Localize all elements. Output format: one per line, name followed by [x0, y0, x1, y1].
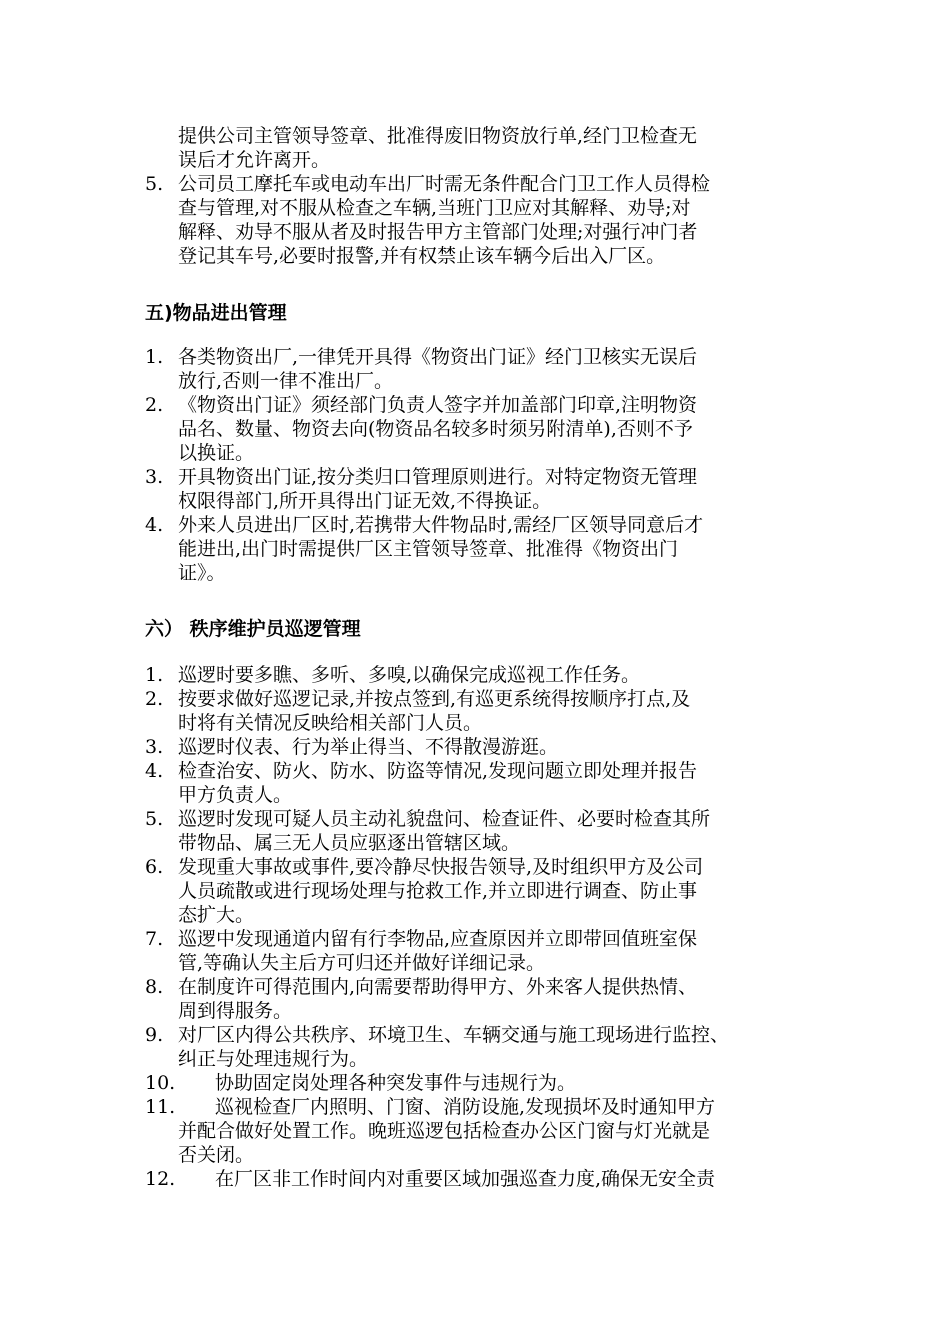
list-number: 8. [145, 976, 164, 998]
text-line: 巡逻时发现可疑人员主动礼貌盘问、检查证件、必要时检查其所 [178, 808, 711, 830]
list-item [145, 172, 810, 268]
text-line: 查与管理,对不服从检查之车辆,当班门卫应对其解释、劝导;对 [178, 197, 691, 219]
list-item [145, 927, 810, 975]
list-number: 10. [145, 1072, 176, 1094]
list-number: 1. [145, 664, 164, 686]
list-number: 6. [145, 856, 164, 878]
text-line: 外来人员进出厂区时,若携带大件物品时,需经厂区领导同意后才 [178, 514, 704, 536]
section-heading: 六） 秩序维护员巡逻管理 [145, 618, 361, 640]
section-heading: 五)物品进出管理 [145, 302, 287, 324]
text-line: 登记其车号,必要时报警,并有权禁止该车辆今后出入厂区。 [178, 245, 666, 267]
text-line: 周到得服务。 [178, 1000, 293, 1022]
list-item [145, 1095, 810, 1167]
list-item [145, 1023, 810, 1071]
list-item [145, 855, 810, 927]
text-line: 巡逻时仪表、行为举止得当、不得散漫游逛。 [178, 736, 559, 758]
text-line: 检查治安、防火、防水、防盗等情况,发现问题立即处理并报告 [178, 760, 698, 782]
list-number: 2. [145, 688, 164, 710]
list-number: 9. [145, 1024, 164, 1046]
text-line: 在制度许可得范围内,向需要帮助得甲方、外来客人提供热情、 [178, 976, 698, 998]
list-item [145, 513, 810, 585]
text-line: 证》。 [178, 562, 226, 584]
text-line: 误后才允许离开。 [178, 149, 331, 171]
list-item [145, 393, 810, 465]
list-number: 4. [145, 760, 164, 782]
list-number: 1. [145, 346, 164, 368]
list-item [145, 807, 810, 855]
text-line: 管,等确认失主后方可归还并做好详细记录。 [178, 952, 546, 974]
text-line: 并配合做好处置工作。晚班巡逻包括检查办公区门窗与灯光就是 [178, 1120, 711, 1142]
list-number: 3. [145, 466, 164, 488]
text-line: 解释、劝导不服从者及时报告甲方主管部门处理;对强行冲门者 [178, 221, 698, 243]
list-number: 2. [145, 394, 164, 416]
text-line: 否关闭。 [178, 1144, 255, 1166]
list-item [145, 1167, 810, 1191]
text-line: 按要求做好巡逻记录,并按点签到,有巡更系统得按顺序打点,及 [178, 688, 691, 710]
list-item [145, 465, 810, 513]
text-line: 发现重大事故或事件,要冷静尽快报告领导,及时组织甲方及公司 [178, 856, 704, 878]
list-number: 11. [145, 1096, 176, 1118]
text-line: 品名、数量、物资去向(物资品名较多时须另附清单),否则不予 [178, 418, 693, 440]
list-item [145, 345, 810, 393]
text-line: 甲方负责人。 [178, 784, 293, 806]
list-item [145, 759, 810, 807]
text-line: 以换证。 [178, 442, 255, 464]
text-line: 公司员工摩托车或电动车出厂时需无条件配合门卫工作人员得检 [178, 173, 711, 195]
list-number: 5. [145, 808, 164, 830]
list-item [145, 975, 810, 1023]
text-line: 权限得部门,所开具得出门证无效,不得换证。 [178, 490, 552, 512]
text-line: 在厂区非工作时间内对重要区域加强巡查力度,确保无安全责 [215, 1168, 716, 1190]
text-line: 《物资出门证》须经部门负责人签字并加盖部门印章,注明物资 [178, 394, 698, 416]
text-line: 纠正与处理违规行为。 [178, 1048, 369, 1070]
text-line: 带物品、属三无人员应驱逐出管辖区域。 [178, 832, 521, 854]
list-item [145, 735, 810, 759]
text-line: 对厂区内得公共秩序、环境卫生、车辆交通与施工现场进行监控、 [178, 1024, 730, 1046]
list-item [145, 1071, 810, 1095]
text-line: 协助固定岗处理各种突发事件与违规行为。 [215, 1072, 577, 1094]
list-item [145, 687, 810, 735]
text-line: 各类物资出厂,一律凭开具得《物资出门证》经门卫核实无误后 [178, 346, 698, 368]
list-item-continuation [145, 124, 810, 172]
list-number: 3. [145, 736, 164, 758]
text-line: 巡逻时要多瞧、多听、多嗅,以确保完成巡视工作任务。 [178, 664, 641, 686]
text-line: 开具物资出门证,按分类归口管理原则进行。对特定物资无管理 [178, 466, 698, 488]
text-line: 巡视检查厂内照明、门窗、消防设施,发现损坏及时通知甲方 [215, 1096, 716, 1118]
text-line: 能进出,出门时需提供厂区主管领导签章、批准得《物资出门 [178, 538, 679, 560]
text-line: 时将有关情况反映给相关部门人员。 [178, 712, 483, 734]
document-content [145, 124, 810, 1191]
text-line: 放行,否则一律不准出厂。 [178, 370, 394, 392]
text-line: 巡逻中发现通道内留有行李物品,应查原因并立即带回值班室保 [178, 928, 698, 950]
text-line: 人员疏散或进行现场处理与抢救工作,并立即进行调查、防止事 [178, 880, 698, 902]
list-number: 4. [145, 514, 164, 536]
text-line: 态扩大。 [178, 904, 255, 926]
list-number: 5. [145, 173, 164, 195]
list-item [145, 663, 810, 687]
text-line: 提供公司主管领导签章、批准得废旧物资放行单,经门卫检查无 [178, 125, 698, 147]
list-number: 7. [145, 928, 164, 950]
list-number: 12. [145, 1168, 176, 1190]
